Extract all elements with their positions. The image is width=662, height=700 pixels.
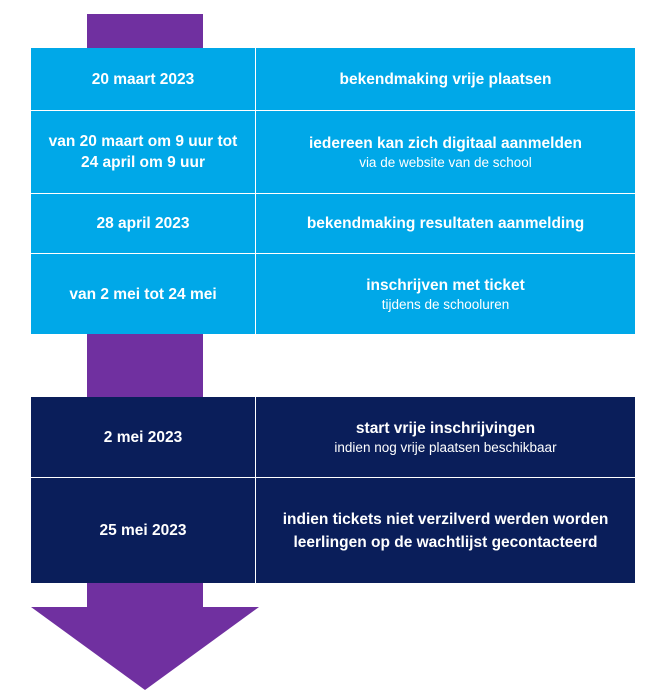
row-date-cell [31, 478, 256, 583]
row-note: indien nog vrije plaatsen beschikbaar [334, 439, 557, 455]
arrow-shaft-top [87, 14, 203, 48]
schedule-row [31, 253, 635, 334]
schedule-row [31, 193, 635, 253]
row-event-cell [256, 194, 635, 253]
row-date: 2 mei 2023 [103, 428, 183, 446]
schedule-row [31, 477, 635, 583]
arrow-shaft-bottom [87, 582, 203, 608]
schedule-table-1 [31, 48, 635, 334]
arrow-head [31, 607, 259, 690]
row-event: bekendmaking vrije plaatsen [339, 70, 552, 88]
row-date-cell [31, 397, 256, 477]
row-date-cell [31, 48, 256, 110]
row-date: van 20 maart om 9 uur tot 24 april om 9 uur [48, 133, 238, 171]
schedule-row [31, 48, 635, 110]
schedule-row [31, 397, 635, 477]
row-note: via de website van de school [359, 154, 532, 170]
row-event-cell [256, 397, 635, 477]
row-date: 20 maart 2023 [91, 70, 195, 88]
row-date-cell [31, 254, 256, 334]
schedule-table-2 [31, 397, 635, 583]
row-date: van 2 mei tot 24 mei [69, 285, 217, 303]
row-date: 25 mei 2023 [99, 522, 187, 539]
row-date-cell [31, 111, 256, 193]
row-event: start vrije inschrijvingen [355, 419, 536, 437]
row-event-cell [256, 478, 635, 583]
row-event: iedereen kan zich digitaal aanmelden [308, 134, 583, 152]
row-event-cell [256, 48, 635, 110]
row-event: bekendmaking resultaten aanmelding [306, 215, 585, 232]
schedule-row [31, 110, 635, 193]
arrow-shaft-middle [87, 334, 203, 398]
row-date-cell [31, 194, 256, 253]
row-note: tijdens de schooluren [381, 296, 510, 312]
row-event-cell [256, 111, 635, 193]
row-event: indien tickets niet verzilverd werden worden leerlingen op de wachtlijst gecontacteerd [282, 510, 609, 551]
row-date: 28 april 2023 [96, 215, 190, 232]
row-event: inschrijven met ticket [366, 276, 525, 294]
row-event-cell [256, 254, 635, 334]
